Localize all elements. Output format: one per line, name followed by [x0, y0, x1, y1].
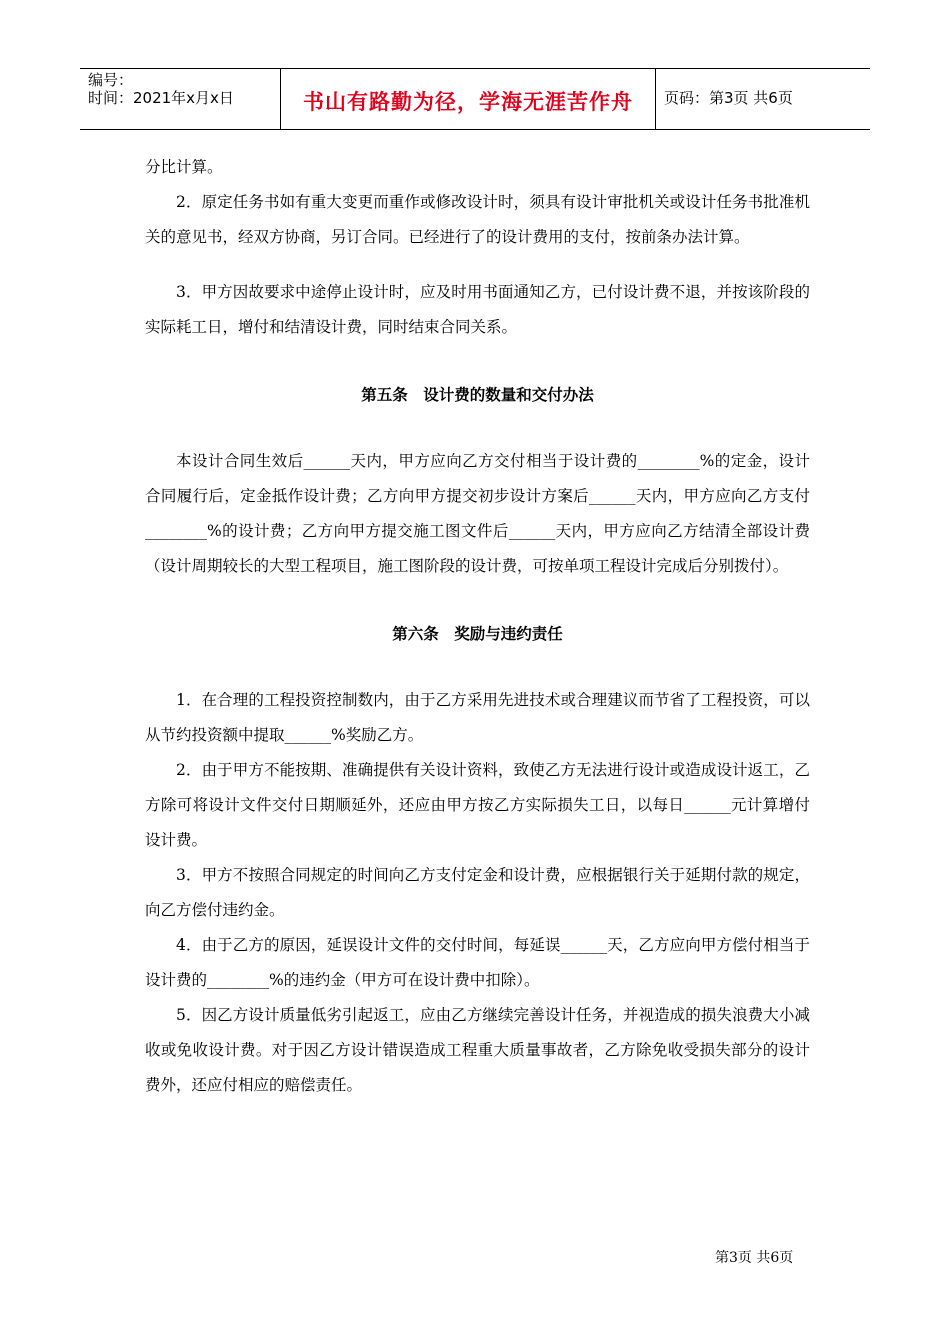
document-body: [145, 150, 810, 1103]
paragraph-clause-6-1: 1．在合理的工程投资控制数内，由于乙方采用先进技术或合理建议而节省了工程投资，可以从节约投资额中提取______%奖励乙方。: [145, 691, 810, 744]
header-page-cell: [656, 69, 870, 129]
header-page-number: 页码：第3页 共6页: [664, 89, 793, 107]
section-heading-article-5: 第五条 设计费的数量和交付办法: [361, 385, 594, 404]
paragraph-clause-6-3: 3．甲方不按照合同规定的时间向乙方支付定金和设计费，应根据银行关于延期付款的规定，向乙方偿付违约金。: [145, 866, 810, 919]
paragraph-clause-6-5: 5．因乙方设计质量低劣引起返工，应由乙方继续完善设计任务，并视造成的损失浪费大小减收或免收设计费。对于因乙方设计错误造成工程重大质量事故者，乙方除免收受损失部分的设计费外，还应付相应的赔偿责任。: [145, 1006, 810, 1094]
document-code-label: 编号：: [88, 71, 134, 89]
header-motto-cell: [280, 69, 656, 129]
paragraph-clause-6-4: 4．由于乙方的原因，延误设计文件的交付时间，每延误______天，乙方应向甲方偿付相当于设计费的________%的违约金（甲方可在设计费中扣除）。: [145, 936, 810, 989]
paragraph-continuation: 分比计算。: [145, 158, 223, 176]
paragraph-clause-4-2: 2．原定任务书如有重大变更而重作或修改设计时，须具有设计审批机关或设计任务书批准机关的意见书，经双方协商，另订合同。已经进行了的设计费用的支付，按前条办法计算。: [145, 193, 810, 246]
paragraph-clause-6-2: 2．由于甲方不能按期、准确提供有关设计资料，致使乙方无法进行设计或造成设计返工，乙方除可将设计文件交付日期顺延外，还应由甲方按乙方实际损失工日，以每日______元计算增付设计费。: [145, 761, 810, 849]
header-info-cell: [80, 69, 280, 129]
document-date-label: 时间：2021年x月x日: [88, 89, 234, 107]
section-heading-article-6: 第六条 奖励与违约责任: [392, 624, 563, 643]
page-header: [80, 68, 870, 130]
page-footer-number: 第3页 共6页: [715, 1250, 794, 1266]
paragraph-clause-4-3: 3．甲方因故要求中途停止设计时，应及时用书面通知乙方，已付设计费不退，并按该阶段的实际耗工日，增付和结清设计费，同时结束合同关系。: [145, 283, 810, 336]
header-motto: 书山有路勤为径，学海无涯苦作舟: [303, 90, 633, 114]
paragraph-article-5: 本设计合同生效后______天内，甲方应向乙方交付相当于设计费的________%的定金，设计合同履行后，定金抵作设计费；乙方向甲方提交初步设计方案后______天内，甲方应向乙方支付________%的设计费；乙方向甲方提交施工图文件后______天内，甲方应向乙方结清全部设计费（设计周期较长的大型工程项目，施工图阶段的设计费，可按单项工程设计完成后分别拨付）。: [145, 452, 810, 575]
